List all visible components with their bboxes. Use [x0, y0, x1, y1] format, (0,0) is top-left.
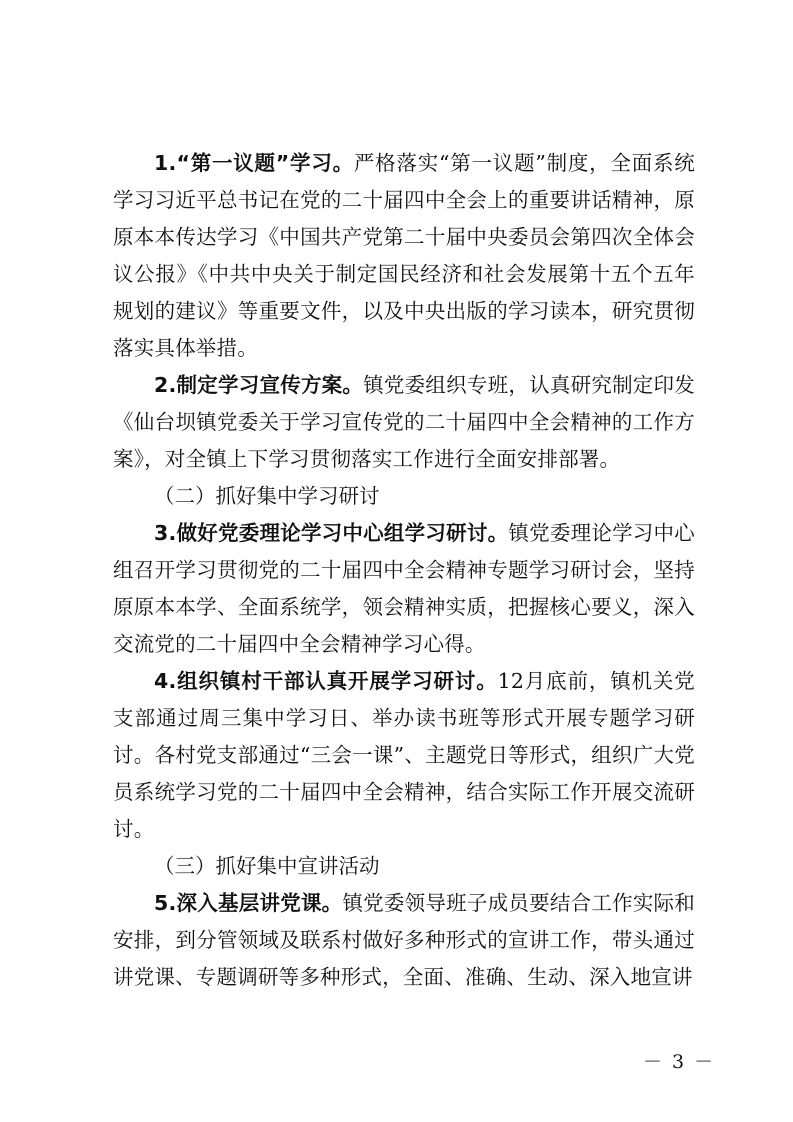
- paragraph-text: 严格落实“第一议题”制度，全面系统学习习近平总书记在党的二十届四中全会上的重要讲话精神，原原本本传达学习《中国共产党第二十届中央委员会第四次全体会议公报》《中共中央关于制定国民经济和社会发展第十五个五年规划的建议》等重要文件，以及中央出版的学习读本，研究贯彻落实具体举措。: [113, 151, 695, 360]
- paragraph-text: 镇党委领导班子成员要结合工作实际和安排，到分管领域及联系村做好多种形式的宣讲工作，带头通过讲党课、专题调研等多种形式，全面、准确、生动、深入地宣讲: [113, 891, 695, 989]
- paragraph-party-lectures: [113, 885, 695, 996]
- paragraph-lead: 3.做好党委理论学习中心组学习研讨。: [154, 521, 509, 545]
- paragraph-lead: 5.深入基层讲党课。: [154, 891, 343, 915]
- paragraph-cadre-study: [113, 663, 695, 848]
- page-number: － 3 －: [643, 1051, 716, 1073]
- paragraph-study-plan: [113, 367, 695, 478]
- paragraph-first-topic-study: [113, 145, 695, 367]
- document-body: [113, 145, 695, 996]
- paragraph-central-group-study: [113, 515, 695, 663]
- section-heading-concentrated-study: （二）抓好集中学习研讨: [154, 484, 380, 508]
- paragraph-lead: 2.制定学习宣传方案。: [154, 373, 364, 397]
- paragraph-lead: 4.组织镇村干部认真开展学习研讨。: [154, 669, 498, 693]
- paragraph-text: 镇党委理论学习中心组召开学习贯彻党的二十届四中全会精神专题学习研讨会，坚持原原本本学、全面系统学，领会精神实质，把握核心要义，深入交流党的二十届四中全会精神学习心得。: [113, 521, 695, 656]
- paragraph-lead: 1.“第一议题”学习。: [154, 151, 354, 175]
- paragraph-text: 镇党委组织专班，认真研究制定印发《仙台坝镇党委关于学习宣传党的二十届四中全会精神的工作方案》，对全镇上下学习贯彻落实工作进行全面安排部署。: [113, 373, 695, 471]
- paragraph-text: 12月底前，镇机关党支部通过周三集中学习日、举办读书班等形式开展专题学习研讨。各村党支部通过“三会一课”、主题党日等形式，组织广大党员系统学习党的二十届四中全会精神，结合实际工作开展交流研讨。: [113, 669, 695, 841]
- section-heading-lecture-activities: （三）抓好集中宣讲活动: [154, 854, 380, 878]
